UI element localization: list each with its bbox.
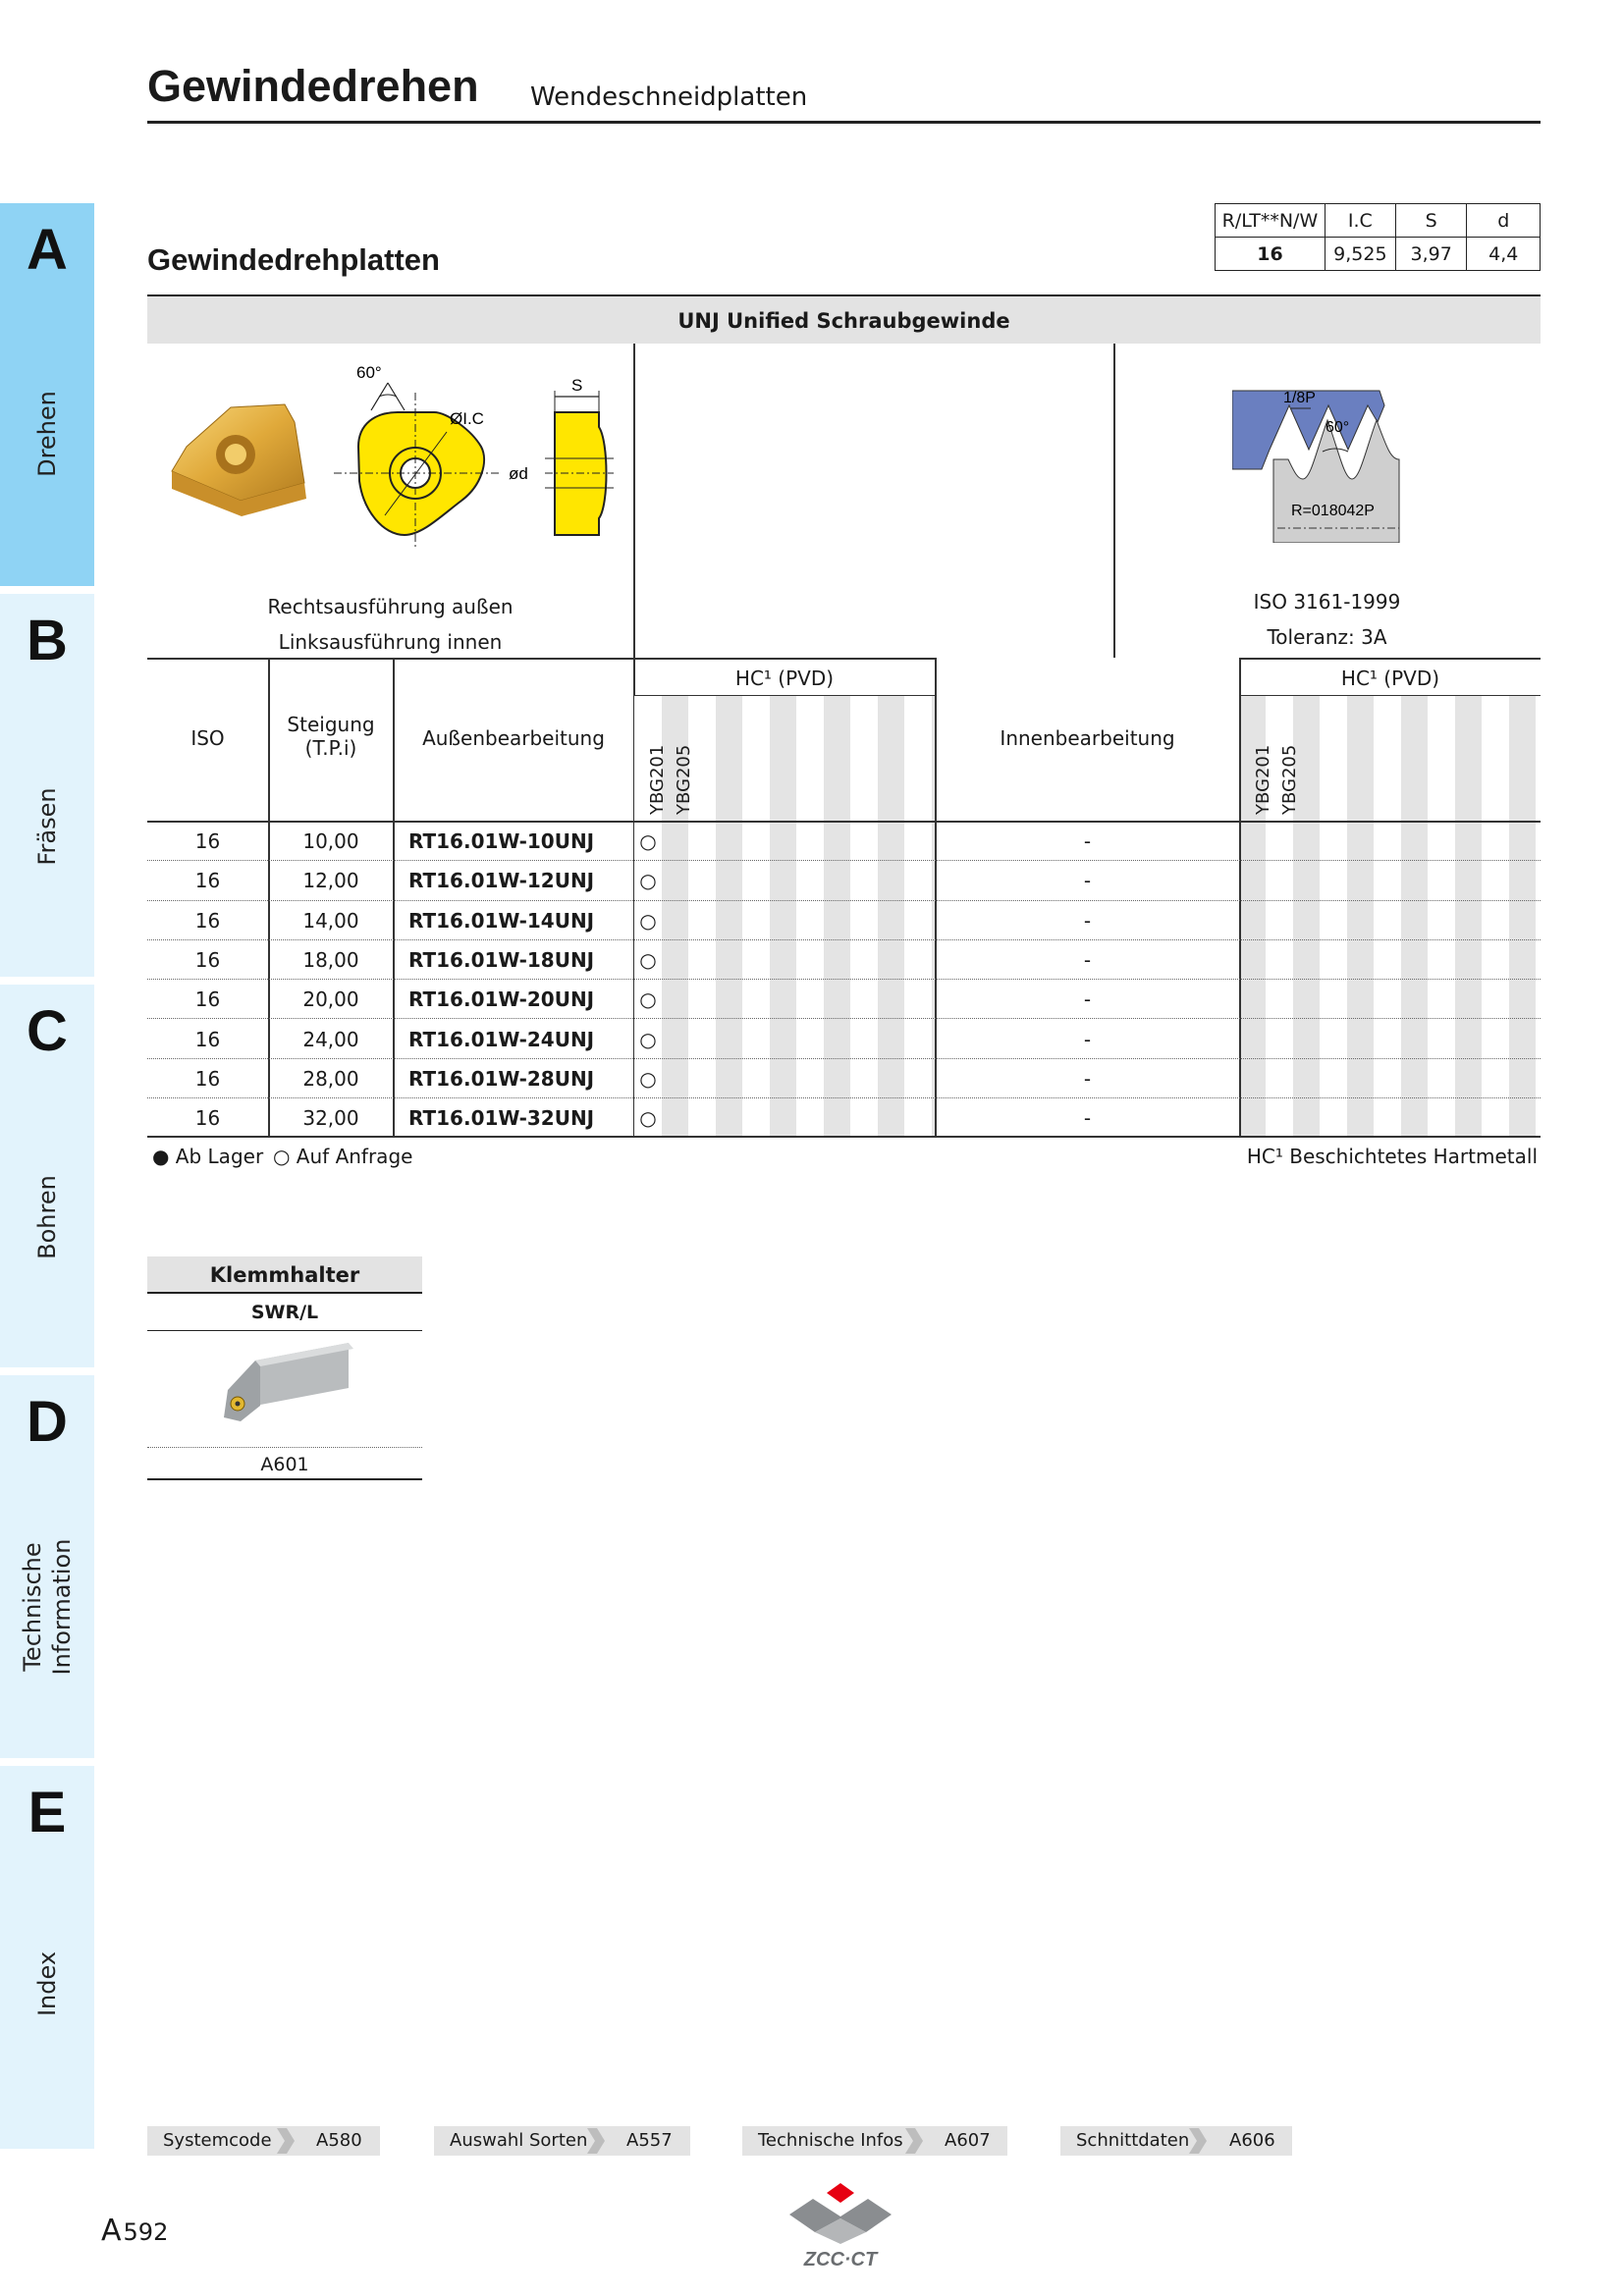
table-row — [147, 1020, 1541, 1059]
col-header-iso: ISO — [190, 726, 225, 750]
insert-caption — [147, 589, 633, 660]
pitch-cell: 20,00 — [302, 988, 359, 1012]
table-row — [147, 940, 1541, 980]
chevron-right-icon — [273, 2128, 295, 2154]
page-title: Gewindedrehen — [147, 61, 479, 111]
iso-cell: 16 — [194, 1027, 221, 1051]
thread-profile-drawing — [1232, 381, 1409, 543]
insert-drawing — [147, 353, 633, 599]
footer-link-label: Technische Infos — [758, 2130, 903, 2151]
pitch-cell: 10,00 — [302, 829, 359, 853]
grade-label: YBG205 — [674, 744, 694, 815]
inner-designation-cell: - — [1083, 988, 1092, 1012]
table-row — [147, 1059, 1541, 1098]
holder-icon — [147, 1331, 422, 1447]
inner-designation-cell: - — [1083, 869, 1092, 893]
standard-line2: Toleranz: 3A — [1267, 625, 1387, 649]
insert-side-view — [509, 376, 614, 535]
chevron-right-icon — [583, 2128, 605, 2154]
insert-photo-icon — [172, 404, 306, 516]
inner-designation-cell: - — [1083, 1106, 1092, 1131]
outer-designation-cell: RT16.01W-14UNJ — [408, 908, 595, 933]
tab-label: Fräsen — [33, 787, 61, 866]
iso-cell: 16 — [194, 908, 221, 933]
table-row — [147, 901, 1541, 940]
header-rule — [147, 121, 1541, 124]
insert-front-view — [334, 363, 501, 550]
inner-designation-cell: - — [1083, 829, 1092, 853]
inner-designation-cell: - — [1083, 947, 1092, 972]
pitch-cell: 18,00 — [302, 947, 359, 972]
outer-designation-cell: RT16.01W-28UNJ — [408, 1066, 595, 1091]
dimensions-table — [1215, 203, 1541, 271]
availability-cell: ○ — [639, 988, 657, 1012]
page-subtitle: Wendeschneidplatten — [530, 82, 808, 112]
footer-link-auswahl-sorten[interactable] — [434, 2126, 690, 2156]
pitch-line2: (T.P.i) — [304, 736, 357, 760]
inner-designation-cell: - — [1083, 1066, 1092, 1091]
col-header-pitch — [269, 713, 393, 760]
chevron-right-icon — [901, 2128, 923, 2154]
iso-cell: 16 — [194, 988, 221, 1012]
caption-line2: Linksausführung innen — [278, 630, 503, 654]
tab-label: Drehen — [33, 391, 61, 477]
footer-link-page: A607 — [945, 2130, 991, 2151]
iso-cell: 16 — [194, 947, 221, 972]
inner-designation-cell: - — [1083, 908, 1092, 933]
pitch-label: 1/8P — [1283, 390, 1316, 406]
tab-letter: C — [27, 999, 68, 1063]
page-number — [101, 2214, 168, 2248]
availability-cell: ○ — [639, 1027, 657, 1051]
radius-label: R=018042P — [1291, 503, 1375, 519]
tab-label-line2: Information — [48, 1538, 76, 1676]
band-title: UNJ Unified Schraubgewinde — [677, 309, 1010, 333]
outer-designation-cell: RT16.01W-24UNJ — [408, 1027, 595, 1051]
availability-cell: ○ — [639, 947, 657, 972]
chevron-right-icon — [1185, 2128, 1207, 2154]
divider — [1239, 695, 1541, 696]
tab-label-line1: Technische — [19, 1542, 46, 1672]
grade-label: YBG201 — [1253, 744, 1273, 815]
page-number-value: 592 — [123, 2218, 169, 2246]
footer-link-page: A580 — [316, 2130, 362, 2151]
tab-letter: E — [27, 1781, 67, 1844]
pitch-line1: Steigung — [287, 713, 375, 736]
footer-link-systemcode[interactable] — [147, 2126, 380, 2156]
outer-designation-cell: RT16.01W-18UNJ — [408, 947, 595, 972]
tab-technische-information[interactable] — [0, 1375, 94, 1758]
tab-letter: B — [27, 609, 68, 672]
legend-in-stock: ● Ab Lager — [152, 1145, 264, 1168]
caption-line1: Rechtsausführung außen — [267, 595, 514, 618]
outer-designation-cell: RT16.01W-32UNJ — [408, 1106, 595, 1131]
angle-label: 60° — [356, 363, 382, 382]
grade-label: YBG205 — [1279, 744, 1300, 815]
dim-value: 4,4 — [1467, 238, 1541, 271]
availability-cell: ○ — [639, 1066, 657, 1091]
dim-value: 16 — [1216, 238, 1325, 271]
tab-label: Index — [33, 1950, 61, 2017]
tab-label — [18, 1539, 77, 1676]
legend-note: HC¹ Beschichtetes Hartmetall — [1246, 1145, 1538, 1168]
standard-line1: ISO 3161-1999 — [1253, 590, 1401, 614]
tab-letter: A — [27, 218, 68, 282]
tab-label: Bohren — [33, 1175, 61, 1259]
footer-link-page: A606 — [1229, 2130, 1275, 2151]
footer-link-label: Schnittdaten — [1076, 2130, 1190, 2151]
dim-header: R/LT**N/W — [1216, 204, 1325, 238]
inner-designation-cell: - — [1083, 1027, 1092, 1051]
holder-box — [147, 1256, 422, 1480]
footer-link-label: Auswahl Sorten — [450, 2130, 588, 2151]
footer-link-page: A557 — [626, 2130, 673, 2151]
iso-cell: 16 — [194, 829, 221, 853]
dim-value: 9,525 — [1325, 238, 1395, 271]
table-row — [147, 861, 1541, 900]
insert-table — [147, 294, 1541, 1137]
table-bottom-rule — [147, 1136, 1541, 1138]
pitch-cell: 28,00 — [302, 1066, 359, 1091]
table-row — [147, 1098, 1541, 1138]
zcc-ct-logo — [782, 2181, 899, 2269]
dim-header: d — [1467, 204, 1541, 238]
outer-designation-cell: RT16.01W-20UNJ — [408, 988, 595, 1012]
divider — [634, 695, 935, 696]
tab-bohren[interactable] — [0, 985, 94, 1367]
tab-index[interactable] — [0, 1766, 94, 2149]
hc-header-left: HC¹ (PVD) — [734, 667, 835, 690]
logo-text: ZCC·CT — [803, 2249, 878, 2269]
page-section-letter: A — [101, 2214, 122, 2248]
col-header-inner: Innenbearbeitung — [1000, 726, 1175, 750]
d-label: ød — [509, 464, 528, 483]
outer-designation-cell: RT16.01W-10UNJ — [408, 829, 595, 853]
tab-drehen[interactable] — [0, 203, 94, 586]
dim-header: I.C — [1325, 204, 1395, 238]
availability-cell: ○ — [639, 869, 657, 893]
footer-link-schnittdaten[interactable] — [1060, 2126, 1292, 2156]
iso-cell: 16 — [194, 1066, 221, 1091]
table-row — [147, 822, 1541, 861]
outer-designation-cell: RT16.01W-12UNJ — [408, 869, 595, 893]
legend-on-request: ○ Auf Anfrage — [273, 1145, 413, 1168]
tab-letter: D — [27, 1390, 68, 1454]
tab-fraesen[interactable] — [0, 594, 94, 977]
availability-cell: ○ — [639, 1106, 657, 1131]
pitch-cell: 32,00 — [302, 1106, 359, 1131]
dim-header: S — [1395, 204, 1467, 238]
col-header-outer: Außenbearbeitung — [422, 726, 605, 750]
pitch-cell: 24,00 — [302, 1027, 359, 1051]
pitch-cell: 14,00 — [302, 908, 359, 933]
grade-label: YBG201 — [647, 744, 668, 815]
holder-page[interactable]: A601 — [147, 1447, 422, 1480]
hc-header-right: HC¹ (PVD) — [1340, 667, 1440, 690]
thread-angle-label: 60° — [1325, 419, 1350, 436]
availability-cell: ○ — [639, 829, 657, 853]
holder-title: Klemmhalter — [147, 1256, 422, 1294]
holder-type: SWR/L — [147, 1294, 422, 1331]
standard-caption — [1113, 584, 1541, 655]
dim-value: 3,97 — [1395, 238, 1467, 271]
footer-link-label: Systemcode — [163, 2130, 272, 2151]
availability-cell: ○ — [639, 908, 657, 933]
section-title: Gewindedrehplatten — [147, 242, 440, 277]
table-row — [147, 980, 1541, 1019]
iso-cell: 16 — [194, 869, 221, 893]
pitch-cell: 12,00 — [302, 869, 359, 893]
ic-label: ØI.C — [450, 409, 484, 428]
iso-cell: 16 — [194, 1106, 221, 1131]
s-label: S — [571, 376, 583, 395]
footer-link-technische-infos[interactable] — [742, 2126, 1007, 2156]
